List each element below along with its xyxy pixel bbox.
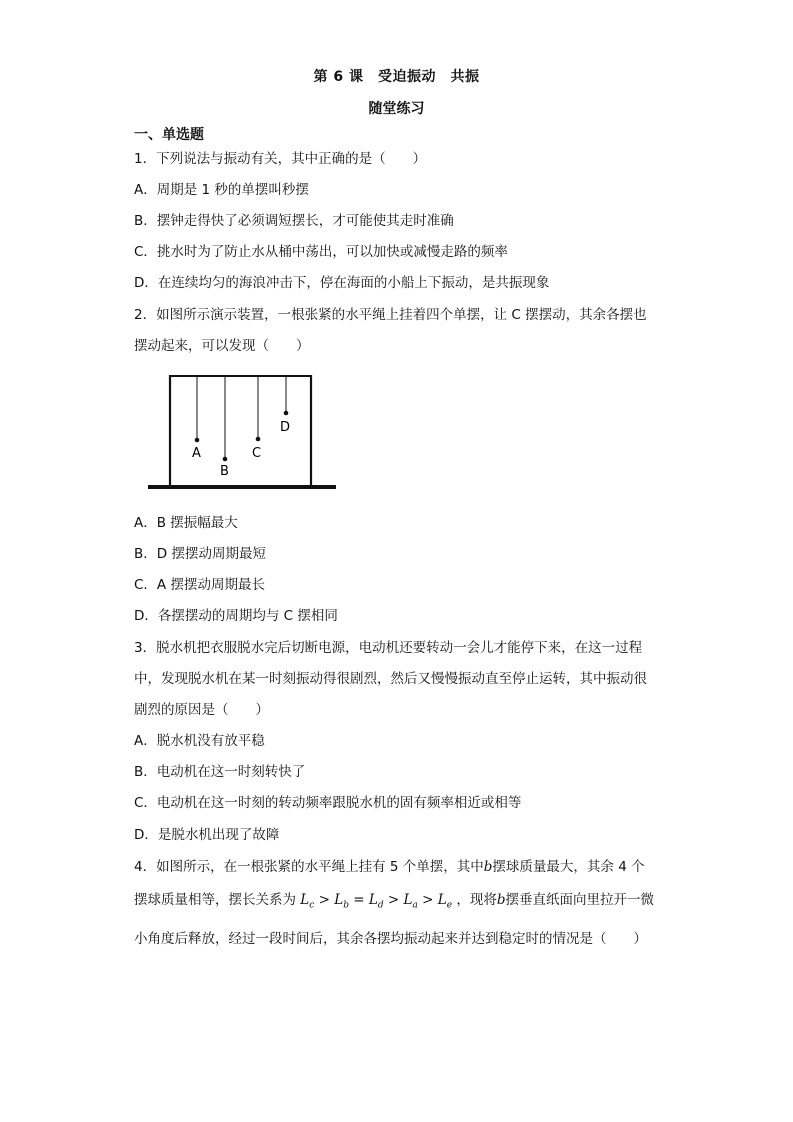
- formula-sub-5: e: [446, 900, 453, 911]
- question-3-stem-line-2: 中，发现脱水机在某一时刻振动得很剧烈，然后又慢慢振动直至停止运转，其中振动很: [134, 671, 647, 687]
- question-2-option-b: B．D 摆摆动周期最短: [134, 546, 266, 562]
- formula-l-1: L: [300, 892, 310, 908]
- question-3-option-d: D．是脱水机出现了故障: [134, 827, 280, 843]
- question-3-stem-line-3: 剧烈的原因是（ ）: [134, 702, 269, 718]
- pendulum-figure: [146, 372, 340, 494]
- formula-l-5: L: [437, 892, 447, 908]
- formula-gt-3: >: [422, 892, 434, 908]
- question-2-stem-line-1: 2．如图所示演示装置，一根张紧的水平绳上挂着四个单摆，让 C 摆摆动，其余各摆也: [134, 307, 647, 323]
- question-2-option-a: A．B 摆振幅最大: [134, 515, 238, 531]
- formula-l-3: L: [368, 892, 378, 908]
- pendulum-b-label: B: [220, 464, 229, 479]
- page-title: 第 6 课 受迫振动 共振: [313, 69, 480, 85]
- question-4-var-b-2: b: [496, 892, 506, 908]
- figure-base: [148, 485, 336, 489]
- question-1-option-a: A．周期是 1 秒的单摆叫秒摆: [134, 182, 309, 198]
- pendulum-a-label: A: [192, 446, 201, 461]
- pendulum-diagram: [146, 372, 340, 494]
- question-2-stem-line-2: 摆动起来，可以发现（ ）: [134, 338, 310, 354]
- question-4-stem-line-1: [134, 858, 645, 876]
- question-1-stem: 1．下列说法与振动有关，其中正确的是（ ）: [134, 151, 427, 167]
- question-3-option-a: A．脱水机没有放平稳: [134, 733, 265, 749]
- formula-sub-1: c: [309, 900, 315, 911]
- formula-sub-4: a: [412, 900, 418, 911]
- question-4-stem-line-1-part-b: 摆球质量最大，其余 4 个: [492, 859, 645, 875]
- formula-gt-2: >: [387, 892, 400, 908]
- formula-eq: =: [353, 892, 365, 908]
- question-3-stem-line-1: 3．脱水机把衣服脱水完后切断电源，电动机还要转动一会儿才能停下来，在这一过程: [134, 640, 643, 656]
- pendulum-b-bob: [223, 457, 228, 462]
- question-1-option-b: B．摆钟走得快了必须调短摆长，才可能使其走时准确: [134, 213, 454, 229]
- pendulum-a-bob: [195, 438, 200, 443]
- pendulum-c-bob: [256, 437, 261, 442]
- question-3-option-b: B．电动机在这一时刻转快了: [134, 764, 306, 780]
- page-subtitle: 随堂练习: [368, 101, 425, 117]
- pendulum-c-label: C: [252, 446, 262, 461]
- section-heading: 一、单选题: [134, 127, 204, 143]
- formula-l-2: L: [334, 892, 344, 908]
- question-2-option-c: C．A 摆摆动周期最长: [134, 577, 265, 593]
- question-3-option-c: C．电动机在这一时刻的转动频率跟脱水机的固有频率相近或相等: [134, 795, 522, 811]
- question-4-stem-line-2: [134, 891, 654, 915]
- question-4-stem-line-2-part-b: ，现将: [456, 892, 497, 908]
- formula-gt-1: >: [318, 892, 330, 908]
- formula-sub-3: d: [377, 900, 384, 911]
- question-4-stem-line-2-part-c: 摆垂直纸面向里拉开一微: [505, 892, 654, 908]
- pendulum-d-label: D: [280, 420, 291, 435]
- question-4-var-b: b: [483, 859, 493, 875]
- question-1-option-d: D．在连续均匀的海浪冲击下，停在海面的小船上下振动，是共振现象: [134, 275, 550, 291]
- formula-l-4: L: [403, 892, 413, 908]
- question-1-option-c: C．挑水时为了防止水从桶中荡出，可以加快或减慢走路的频率: [134, 244, 508, 260]
- question-2-option-d: D．各摆摆动的周期均与 C 摆相同: [134, 608, 338, 624]
- question-4-stem-line-1-part-a: 4．如图所示，在一根张紧的水平绳上挂有 5 个单摆，其中: [134, 859, 484, 875]
- pendulum-d-bob: [284, 411, 289, 416]
- formula-sub-2: b: [343, 900, 349, 911]
- question-4-stem-line-3: 小角度后释放，经过一段时间后，其余各摆均振动起来并达到稳定时的情况是（ ）: [134, 931, 647, 947]
- length-relation-formula: [300, 892, 456, 911]
- question-4-stem-line-2-part-a: 摆球质量相等，摆长关系为: [134, 892, 296, 908]
